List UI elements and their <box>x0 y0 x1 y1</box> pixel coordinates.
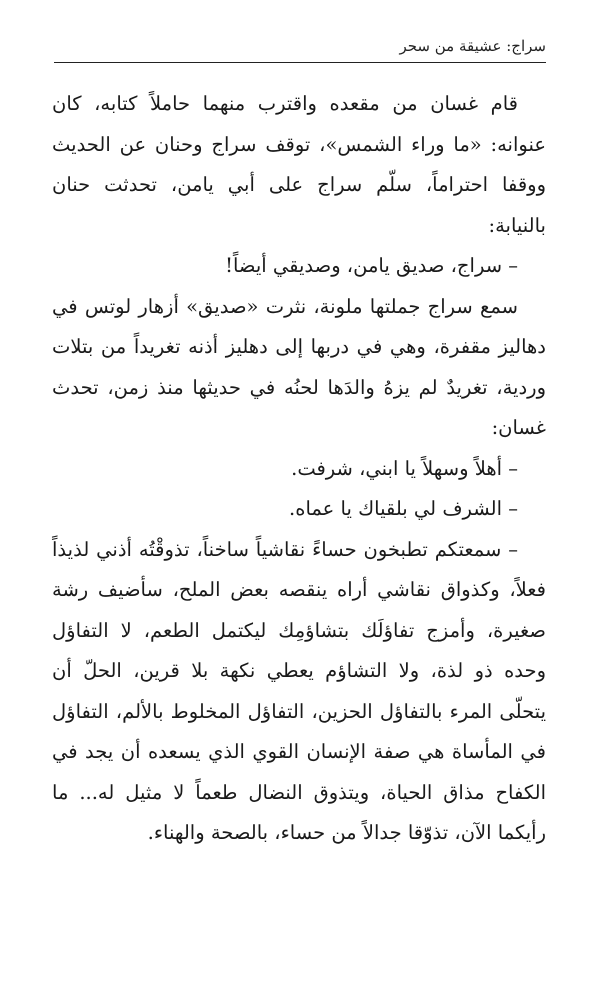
paragraph-siraj-hears: سمع سراج جملتها ملونة، نثرت «صديق» أزهار لوتس في دهاليز مقفرة، وهي في دربها إلى دهليز أذنه تغريداً من بتلات وردية، تغريدٌ لم يزهُ والدَها لحنُه في حديثها منذ زمن، تحدث غسان: <box>52 294 546 439</box>
dialogue-ghassan-welcome: – أهلاً وسهلاً يا ابني، شرفت. <box>291 456 518 480</box>
dialogue-hanan-introduction: – سراج، صديق يامن، وصديقي أيضاً! <box>225 254 518 277</box>
body-text <box>52 84 546 854</box>
dialogue-ghassan-optimism: – سمعتكم تطبخون حساءً نقاشياً ساخناً، تذوقْتُه أذني لذيذاً فعلاً، وكذواق نقاشي أراه ينقصه بعض الملح، سأضيف رشة صغيرة، وأمزج تفاؤلَك بتشاؤمِك ليكتمل الطعم، لا التفاؤل وحده ذو لذة، ولا التشاؤم يعطي نكهة بلا قرين، الحلّ أن يتحلّى المرء بالتفاؤل الحزين، التفاؤل المخلوط بالألم، التفاؤل في المأساة هي صفة الإنسان القوي الذي يسعده أن يجد في الكفاح مذاق الحياة، ويتذوق النضال طعماً لا مثيل له... ما رأيكما الآن، تذوّقا جدالاً من حساء، بالصحة والهناء. <box>52 537 546 844</box>
dialogue-siraj-reply: – الشرف لي بلقياك يا عماه. <box>289 497 518 520</box>
paragraph-ghassan-approaches: قام غسان من مقعده واقترب منهما حاملاً كتابه، كان عنوانه: «ما وراء الشمس»، توقف سراج وحنان عن الحديث ووقفا احتراماً، سلّم سراج على أبي يامن، تحدثت حنان بالنيابة: <box>52 92 546 237</box>
running-header: سراج: عشيقة من سحر <box>54 30 546 63</box>
